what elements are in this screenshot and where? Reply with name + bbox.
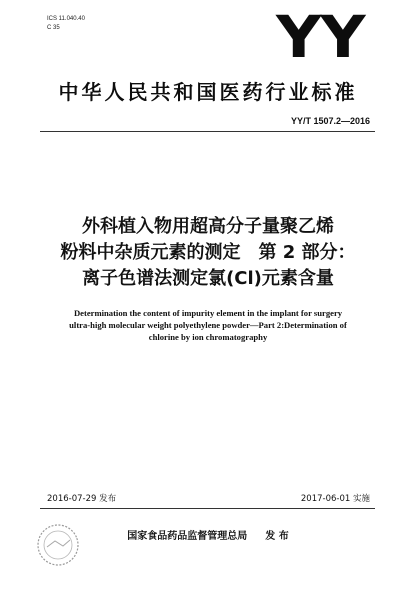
issuer-action: 发 布 bbox=[265, 531, 289, 542]
implement-date: 2017-06-01 实施 bbox=[300, 494, 370, 504]
standard-number: YY/T 1507.2—2016 bbox=[290, 116, 370, 126]
publish-date: 2016-07-29 发布 bbox=[47, 494, 117, 504]
chinese-title-line-1: 外科植入物用超高分子量聚乙烯 bbox=[82, 216, 334, 237]
standard-title: 中华人民共和国医药行业标准 bbox=[58, 80, 358, 104]
ccs-code: C 35 bbox=[47, 25, 60, 31]
ics-code: ICS 11.040.40 bbox=[47, 16, 85, 22]
issuer-name: 国家食品药品监督管理总局 bbox=[127, 531, 248, 542]
issuer bbox=[0, 527, 416, 542]
chinese-title-line-2: 粉料中杂质元素的测定 第 2 部分： bbox=[60, 242, 356, 263]
bottom-divider bbox=[40, 508, 375, 509]
chinese-title-line-3: 离子色谱法测定氯(Cl)元素含量 bbox=[82, 268, 334, 289]
yy-logo: YY bbox=[276, 3, 365, 71]
top-divider bbox=[40, 131, 375, 132]
english-title bbox=[0, 307, 416, 343]
english-title-line-2: ultra-high molecular weight polyethylene powder—Part 2:Determination of bbox=[69, 320, 347, 330]
ics-classification bbox=[47, 15, 85, 33]
chinese-title bbox=[0, 214, 416, 292]
english-title-line-3: chlorine by ion chromatography bbox=[148, 332, 268, 342]
english-title-line-1: Determination the content of impurity element in the implant for surgery bbox=[73, 308, 343, 318]
